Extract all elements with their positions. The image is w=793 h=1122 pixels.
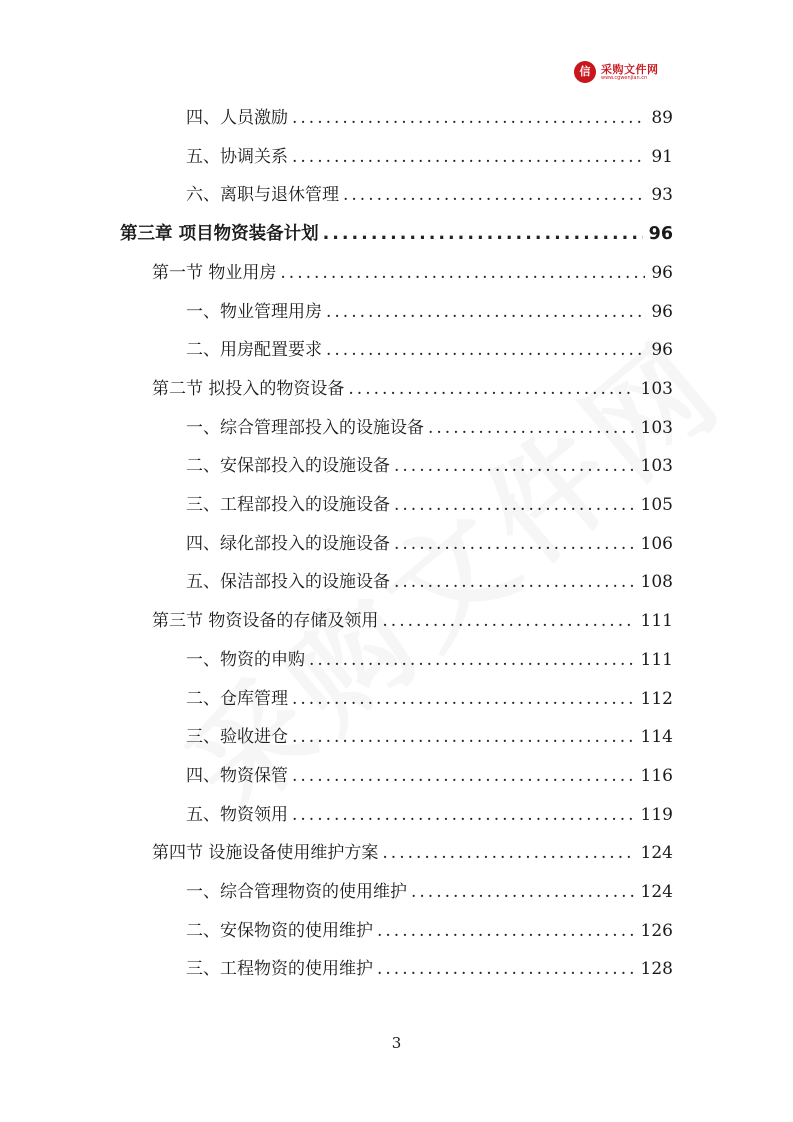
dot-leader [428,413,635,443]
toc-item-row[interactable] [186,142,673,172]
toc-entry-page: 111 [640,611,673,632]
toc-entry-title: 第四节 设施设备使用维护方案 [152,843,379,864]
toc-entry-title: 三、验收进仓 [186,727,288,748]
dot-leader [326,297,645,327]
dot-leader [394,529,635,559]
dot-leader [394,451,635,481]
toc-entry-title: 第二节 拟投入的物资设备 [152,378,345,399]
toc-entry-title: 二、安保部投入的设施设备 [186,456,390,477]
dot-leader [343,180,645,210]
toc-item-row[interactable] [186,722,673,752]
dot-leader [326,335,645,365]
toc-entry-page: 106 [640,533,673,554]
toc-item-row[interactable] [186,684,673,714]
toc-section-row[interactable] [152,606,673,636]
toc-entry-page: 124 [640,882,673,902]
dot-leader [394,490,635,520]
toc-entry-title: 二、用房配置要求 [186,340,322,361]
toc-entry-title: 六、离职与退休管理 [186,185,339,206]
dot-leader [411,877,635,907]
toc-entry-title: 第一节 物业用房 [152,262,277,283]
toc-entry-page: 105 [640,495,673,515]
toc-entry-page: 111 [640,649,673,670]
toc-entry-page: 108 [640,572,673,593]
toc-entry-page: 103 [640,378,673,399]
dot-leader [292,761,635,791]
dot-leader [292,142,645,172]
dot-leader [377,954,635,984]
dot-leader [394,567,635,597]
logo-url: www.cgwenjian.cn [601,75,648,81]
toc-entry-title: 四、物资保管 [186,765,288,786]
toc-item-row[interactable] [186,451,673,481]
toc-entry-page: 128 [640,959,673,980]
toc-item-row[interactable] [186,529,673,559]
toc-entry-title: 一、物业管理用房 [186,301,322,322]
toc-item-row[interactable] [186,761,673,791]
toc-entry-page: 96 [651,301,673,322]
dot-leader [292,684,635,714]
toc-chapter-row[interactable] [120,219,673,249]
dot-leader [292,722,635,752]
toc-item-row[interactable] [186,877,673,907]
toc-entry-title: 一、综合管理部投入的设施设备 [186,417,424,438]
dot-leader [292,800,635,830]
dot-leader [323,219,643,249]
toc-item-row[interactable] [186,954,673,984]
toc-entry-page: 91 [651,146,673,167]
toc-entry-page: 96 [648,224,673,245]
toc-item-row[interactable] [186,103,673,133]
toc-entry-title: 五、保洁部投入的设施设备 [186,572,390,593]
seal-icon: 信 [574,61,596,83]
toc-entry-page: 93 [651,185,673,206]
dot-leader [280,258,645,288]
dot-leader [309,645,635,675]
toc-section-row[interactable] [152,838,673,868]
toc-item-row[interactable] [186,297,673,327]
toc-entry-title: 五、协调关系 [186,146,288,167]
dot-leader [377,916,635,946]
toc-entry-title: 二、安保物资的使用维护 [186,920,373,941]
toc-entry-title: 第三章 项目物资装备计划 [120,224,319,245]
logo-name: 采购文件网 [601,63,659,76]
toc-entry-title: 二、仓库管理 [186,688,288,709]
toc-item-row[interactable] [186,916,673,946]
toc-section-row[interactable] [152,258,673,288]
toc-entry-page: 103 [640,456,673,477]
toc-item-row[interactable] [186,800,673,830]
toc-entry-title: 三、工程部投入的设施设备 [186,495,390,515]
toc-entry-page: 89 [651,108,673,128]
toc-entry-title: 四、绿化部投入的设施设备 [186,533,390,554]
toc-item-row[interactable] [186,413,673,443]
toc-entry-page: 119 [640,804,673,825]
toc-entry-title: 一、物资的申购 [186,649,305,670]
toc-entry-page: 116 [640,765,673,786]
toc-entry-page: 124 [640,843,673,864]
toc-entry-page: 112 [640,688,673,709]
toc-entry-title: 第三节 物资设备的存储及领用 [152,611,379,632]
dot-leader [292,103,645,133]
toc-item-row[interactable] [186,180,673,210]
toc-entry-title: 三、工程物资的使用维护 [186,959,373,980]
toc-entry-page: 96 [651,340,673,361]
dot-leader [382,606,634,636]
toc-item-row[interactable] [186,490,673,520]
toc-entry-title: 一、综合管理物资的使用维护 [186,882,407,902]
toc-entry-page: 126 [640,920,673,941]
toc-entry-title: 四、人员激励 [186,108,288,128]
toc-item-row[interactable] [186,645,673,675]
toc-section-row[interactable] [152,374,673,404]
toc-item-row[interactable] [186,567,673,597]
dot-leader [382,838,634,868]
page-number: 3 [391,1034,402,1052]
toc-entry-page: 96 [651,262,673,283]
toc-item-row[interactable] [186,335,673,365]
site-logo [574,60,674,84]
toc-entry-title: 五、物资领用 [186,804,288,825]
toc-entry-page: 103 [640,417,673,438]
toc-entry-page: 114 [640,727,673,748]
dot-leader [348,374,634,404]
